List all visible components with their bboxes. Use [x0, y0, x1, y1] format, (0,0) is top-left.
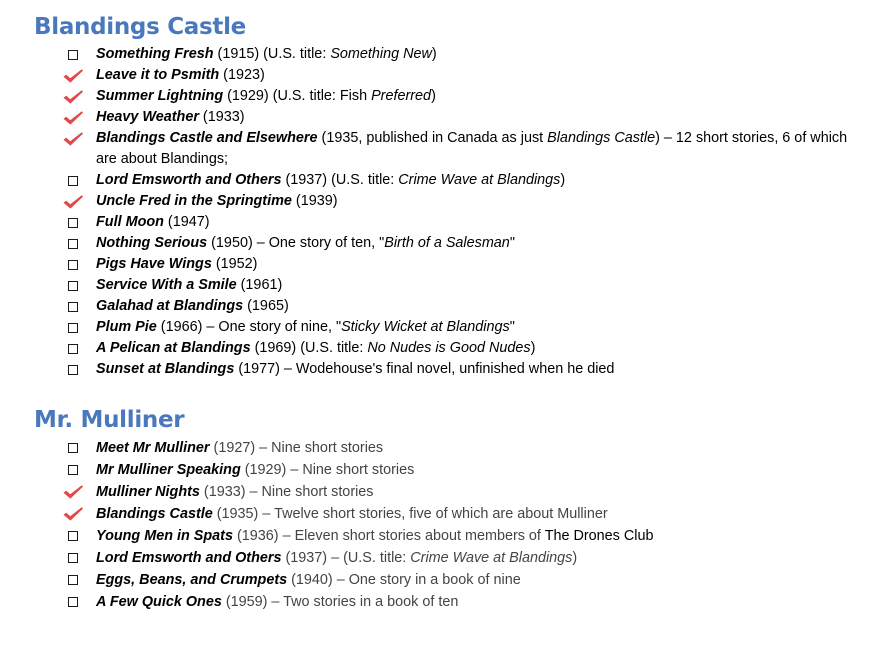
checkbox-icon: [62, 47, 84, 63]
list-item: [0, 503, 874, 525]
detail-text: (1947): [163, 214, 210, 230]
italic-title: Preferred: [371, 88, 432, 104]
detail-text: ): [431, 88, 436, 104]
book-details: [199, 109, 245, 125]
book-title: Eggs, Beans, and Crumpets: [96, 572, 288, 588]
list-item: [0, 65, 874, 86]
book-title: Blandings Castle: [96, 506, 213, 522]
checkbox-icon: [62, 572, 84, 588]
checkbox-icon: [62, 215, 84, 231]
italic-title: Crime Wave at Blandings: [410, 550, 573, 566]
book-title: Summer Lightning: [96, 88, 224, 104]
detail-text: (1936) – Eleven short stories about members of: [232, 528, 545, 544]
book-details: [207, 235, 515, 251]
checkbox-icon: [62, 320, 84, 336]
detail-text: (1939): [291, 193, 338, 209]
section-heading: Mr. Mulliner: [34, 407, 185, 433]
list-item: [0, 437, 874, 459]
book-details: [219, 67, 265, 83]
detail-text: ): [560, 172, 566, 188]
checkmark-icon: [62, 68, 84, 84]
checkbox-icon: [62, 236, 84, 252]
italic-title: Birth of a Salesman: [384, 235, 510, 251]
italic-title: Sticky Wicket at Blandings: [341, 319, 510, 335]
list-item: [0, 338, 874, 359]
checkbox-icon: [62, 299, 84, 315]
checkbox-icon: [62, 278, 84, 294]
checkmark-icon: [62, 484, 84, 500]
list-item: [0, 481, 874, 503]
checkmark-icon: [62, 194, 84, 210]
detail-text: (1940) – One story in a book of nine: [287, 572, 521, 588]
list-item: [0, 44, 874, 65]
checkbox-icon: [62, 341, 84, 357]
italic-title: Blandings Castle: [547, 130, 656, 146]
book-details: [214, 46, 437, 62]
book-title: Young Men in Spats: [96, 528, 233, 544]
book-title: Galahad at Blandings: [96, 298, 244, 314]
list-item: [0, 86, 874, 107]
book-details: [282, 172, 566, 188]
detail-text: (1929) (U.S. title: Fish: [223, 88, 372, 104]
list-item: [0, 233, 874, 254]
detail-text: (1935, published in Canada as just: [317, 130, 548, 146]
detail-text: (1965): [243, 298, 289, 314]
list-item: [0, 275, 874, 296]
list-item: [0, 547, 874, 569]
detail-text: ": [509, 319, 515, 335]
book-details: [292, 193, 338, 209]
book-title: Plum Pie: [96, 319, 157, 335]
detail-text: ) – 12 short stories, 6 of which are about Blandings;: [96, 130, 848, 167]
section-heading: Blandings Castle: [34, 14, 246, 40]
checkbox-icon: [62, 528, 84, 544]
checkmark-icon: [62, 131, 84, 147]
book-details: [234, 361, 614, 377]
book-title: Leave it to Psmith: [96, 67, 220, 83]
list-item: [0, 170, 874, 191]
detail-text: (1929) – Nine short stories: [240, 462, 415, 478]
detail-text: (1937) (U.S. title:: [281, 172, 399, 188]
book-details: [237, 277, 283, 293]
book-details: [233, 528, 653, 544]
detail-text: ): [572, 550, 578, 566]
italic-title: No Nudes is Good Nudes: [367, 340, 531, 356]
book-list: [0, 44, 874, 380]
checkbox-icon: [62, 594, 84, 610]
book-details: [241, 462, 415, 478]
checkbox-icon: [62, 550, 84, 566]
book-title: Lord Emsworth and Others: [96, 550, 282, 566]
book-title: Service With a Smile: [96, 277, 237, 293]
book-title: Full Moon: [96, 214, 164, 230]
list-item: [0, 317, 874, 338]
list-item: [0, 569, 874, 591]
list-item: [0, 591, 874, 613]
detail-text: ": [509, 235, 515, 251]
book-title: Blandings Castle and Elsewhere: [96, 130, 318, 146]
book-details: [287, 572, 521, 588]
detail-text: (1915) (U.S. title:: [213, 46, 331, 62]
book-title: Mulliner Nights: [96, 484, 200, 500]
detail-text: (1952): [211, 256, 258, 272]
detail-text: (1927) – Nine short stories: [209, 440, 384, 456]
section-blandings-castle: [0, 12, 874, 380]
list-item: [0, 107, 874, 128]
checkbox-icon: [62, 257, 84, 273]
book-details: [282, 550, 578, 566]
list-item: [0, 459, 874, 481]
book-list: [0, 437, 874, 613]
book-details: [251, 340, 536, 356]
detail-text: (1977) – Wodehouse's final novel, unfinished when he died: [234, 361, 615, 377]
detail-text: (1950) – One story of ten, ": [207, 235, 385, 251]
book-details: [212, 256, 258, 272]
detail-text: (1961): [236, 277, 283, 293]
detail-text: (1969) (U.S. title:: [250, 340, 368, 356]
detail-text: (1933): [198, 109, 245, 125]
checkbox-icon: [62, 173, 84, 189]
list-item: [0, 212, 874, 233]
detail-text: (1935) – Twelve short stories, five of which are about Mulliner: [212, 506, 608, 522]
book-details: [157, 319, 515, 335]
book-details: [243, 298, 289, 314]
book-title: Pigs Have Wings: [96, 256, 212, 272]
detail-text: The Drones Club: [544, 528, 654, 544]
book-details: [210, 440, 384, 456]
book-details: [222, 594, 459, 610]
section-mr-mulliner: [0, 405, 874, 613]
detail-text: (1923): [219, 67, 265, 83]
checkbox-icon: [62, 362, 84, 378]
list-item: [0, 128, 874, 170]
detail-text: (1959) – Two stories in a book of ten: [221, 594, 459, 610]
checkbox-icon: [62, 440, 84, 456]
list-item: [0, 254, 874, 275]
list-item: [0, 525, 874, 547]
book-title: Meet Mr Mulliner: [96, 440, 210, 456]
book-title: Sunset at Blandings: [96, 361, 235, 377]
checkmark-icon: [62, 89, 84, 105]
detail-text: (1937) – (U.S. title:: [281, 550, 411, 566]
italic-title: Crime Wave at Blandings: [398, 172, 561, 188]
book-title: A Pelican at Blandings: [96, 340, 251, 356]
checkbox-icon: [62, 462, 84, 478]
detail-text: (1933) – Nine short stories: [199, 484, 374, 500]
detail-text: (1966) – One story of nine, ": [156, 319, 342, 335]
list-item: [0, 191, 874, 212]
list-item: [0, 359, 874, 380]
book-title: Nothing Serious: [96, 235, 208, 251]
checkmark-icon: [62, 110, 84, 126]
book-title: Lord Emsworth and Others: [96, 172, 282, 188]
book-title: A Few Quick Ones: [96, 594, 222, 610]
checkmark-icon: [62, 506, 84, 522]
detail-text: ): [431, 46, 437, 62]
book-details: [213, 506, 608, 522]
book-title: Something Fresh: [96, 46, 214, 62]
book-title: Heavy Weather: [96, 109, 199, 125]
book-details: [200, 484, 374, 500]
book-title: Uncle Fred in the Springtime: [96, 193, 292, 209]
list-item: [0, 296, 874, 317]
book-details: [223, 88, 436, 104]
book-details: [164, 214, 210, 230]
book-title: Mr Mulliner Speaking: [96, 462, 241, 478]
italic-title: Something New: [330, 46, 432, 62]
detail-text: ): [530, 340, 536, 356]
